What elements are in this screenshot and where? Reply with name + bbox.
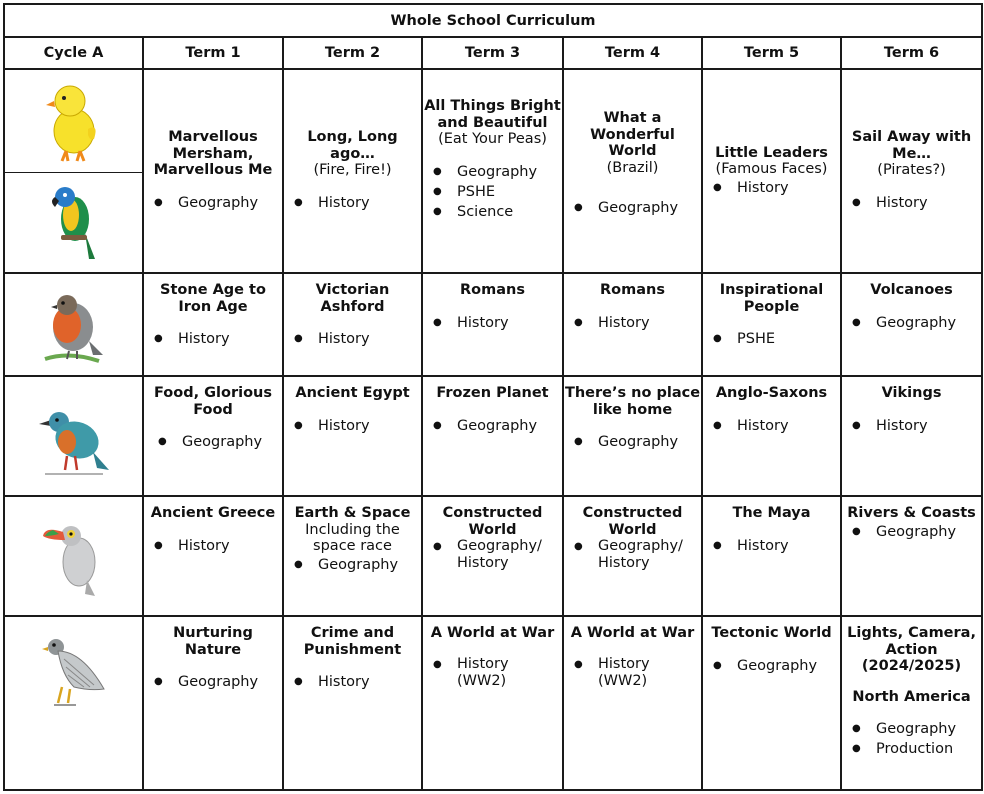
subject-item: ● History: [284, 672, 421, 692]
toucan-icon: [39, 514, 109, 598]
table-row: [4, 376, 982, 496]
subject-list: [284, 672, 421, 692]
bird-cell: [4, 273, 143, 376]
subject-list: [703, 416, 840, 436]
duckling-icon: [44, 79, 104, 163]
subject-item: ● Geography: [144, 672, 282, 692]
subject-list: [564, 656, 701, 690]
topic-subtitle: North America: [852, 688, 971, 705]
topic-title: Tectonic World: [711, 625, 832, 641]
topic-title: A World at War: [570, 625, 695, 641]
header-term-3: Term 3: [422, 37, 563, 69]
bird-cell: [4, 616, 143, 790]
term-cell: [702, 273, 841, 376]
term-cell: [702, 496, 841, 616]
topic-title: Romans: [460, 282, 525, 298]
subject-item: ● Geography: [842, 719, 981, 739]
robin-icon: [39, 285, 109, 365]
subject-list: [842, 522, 981, 542]
subject-item: ● Geography/ History: [423, 538, 562, 572]
subject-list: [842, 416, 981, 436]
topic-subtitle: (Fire, Fire!): [313, 162, 392, 179]
subject-item: ● History: [842, 193, 981, 213]
term-cell: [702, 616, 841, 790]
subject-list: [703, 536, 840, 556]
term-cell: [283, 69, 422, 273]
term-cell: [563, 616, 702, 790]
topic-title: Long, Long ago…: [307, 129, 398, 162]
header-cycle: Cycle A: [4, 37, 143, 69]
topic-title: Constructed World: [582, 505, 683, 538]
subject-list: [144, 329, 282, 349]
topic-title: The Maya: [732, 505, 811, 521]
header-term-2: Term 2: [283, 37, 422, 69]
topic-title: There’s no place like home: [564, 385, 701, 418]
subject-list: [423, 538, 562, 572]
topic-title: Nurturing Nature: [173, 625, 253, 658]
subject-list: [144, 432, 282, 452]
topic-title: Romans: [600, 282, 665, 298]
topic-title: A World at War: [430, 625, 555, 641]
subject-list: [703, 329, 840, 349]
topic-title: Constructed World: [442, 505, 543, 538]
header-term-6: Term 6: [841, 37, 982, 69]
term-cell: [283, 376, 422, 496]
subject-list: [564, 313, 701, 333]
topic-title: Little Leaders: [715, 144, 828, 161]
header-row: [4, 37, 982, 69]
topic-subtitle: Including the space race: [305, 521, 400, 554]
subject-item: ● Geography: [703, 656, 840, 676]
topic-title: Ancient Egypt: [295, 385, 410, 401]
term-cell: [283, 273, 422, 376]
subject-list: [423, 656, 562, 690]
table-row: [4, 496, 982, 616]
topic-title: Victorian Ashford: [315, 282, 390, 315]
bird-cell: [4, 496, 143, 616]
topic-subtitle: (Pirates?): [877, 162, 946, 179]
topic-subtitle: (Brazil): [606, 159, 659, 176]
term-cell: [283, 496, 422, 616]
topic-title: All Things Bright and Beautiful: [424, 98, 561, 131]
subject-list: [564, 538, 701, 572]
header-term-1: Term 1: [143, 37, 283, 69]
subject-item: ● History: [423, 313, 562, 333]
table-title: Whole School Curriculum: [4, 4, 982, 37]
term-cell: [563, 273, 702, 376]
subject-item: ● Science: [423, 202, 562, 222]
subject-item: ● PSHE: [703, 329, 840, 349]
subject-item: ● Geography/ History: [564, 538, 701, 572]
subject-list: [703, 656, 840, 676]
term-cell: [422, 496, 563, 616]
topic-subtitle: (Eat Your Peas): [438, 131, 547, 147]
subject-list: [564, 432, 701, 452]
subject-list: [423, 313, 562, 333]
subject-item: ● History: [284, 329, 421, 349]
subject-item: ● History: [284, 193, 421, 213]
topic-title: Volcanoes: [870, 282, 953, 298]
term-cell: [702, 69, 841, 273]
subject-list: [284, 329, 421, 349]
subject-item: ● History: [144, 329, 282, 349]
term-cell: [841, 496, 982, 616]
bird-cell: [4, 376, 143, 496]
subject-list: [144, 193, 282, 213]
header-term-5: Term 5: [702, 37, 841, 69]
curriculum-table: [3, 3, 983, 791]
term-cell: [563, 69, 702, 273]
subject-list: [842, 193, 981, 213]
term-cell: [143, 616, 283, 790]
topic-subtitle: (Famous Faces): [715, 161, 828, 177]
subject-list: [144, 672, 282, 692]
subject-list: [703, 178, 840, 198]
term-cell: [841, 273, 982, 376]
subject-item: ● History (WW2): [564, 656, 701, 690]
subject-item: ● Geography: [564, 432, 701, 452]
term-cell: [702, 376, 841, 496]
subject-item: ● Production: [842, 739, 981, 759]
subject-item: ● Geography: [284, 555, 421, 575]
subject-list: [284, 555, 421, 575]
term-cell: [143, 376, 283, 496]
topic-title: Marvellous Mersham, Marvellous Me: [153, 129, 273, 179]
term-cell: [422, 273, 563, 376]
subject-list: [564, 198, 701, 218]
subject-list: [144, 536, 282, 556]
bird-cell: [4, 69, 143, 273]
subject-list: [842, 719, 981, 759]
subject-list: [284, 416, 421, 436]
term-cell: [143, 496, 283, 616]
term-cell: [563, 376, 702, 496]
subject-list: [423, 416, 562, 436]
parrot-icon: [45, 183, 103, 263]
term-cell: [841, 616, 982, 790]
subject-item: ● History: [144, 536, 282, 556]
topic-title: Frozen Planet: [436, 385, 549, 401]
term-cell: [422, 376, 563, 496]
table-row: [4, 273, 982, 376]
topic-title: Food, Glorious Food: [153, 385, 273, 418]
topic-title: Crime and Punishment: [303, 625, 402, 658]
subject-item: ● History: [703, 536, 840, 556]
header-term-4: Term 4: [563, 37, 702, 69]
table-row: [4, 69, 982, 273]
term-cell: [283, 616, 422, 790]
subject-item: ● History: [564, 313, 701, 333]
term-cell: [422, 69, 563, 273]
term-cell: [841, 376, 982, 496]
subject-item: ● Geography: [842, 522, 981, 542]
subject-item: ● History: [284, 416, 421, 436]
subject-list: [423, 162, 562, 222]
topic-title: Lights, Camera, Action (2024/2025): [847, 625, 976, 674]
topic-title: Sail Away with Me…: [851, 129, 972, 162]
subject-item: ● Geography: [148, 432, 282, 452]
topic-title: Rivers & Coasts: [847, 505, 976, 521]
topic-title: Inspirational People: [719, 282, 824, 315]
subject-item: ● History: [842, 416, 981, 436]
topic-title: Vikings: [881, 385, 942, 401]
subject-item: ● Geography: [423, 162, 562, 182]
topic-title: Stone Age to Iron Age: [160, 282, 266, 315]
topic-title: Anglo-Saxons: [715, 385, 828, 401]
subject-item: ● Geography: [144, 193, 282, 213]
falcon-icon: [38, 629, 110, 713]
term-cell: [143, 69, 283, 273]
subject-item: ● Geography: [423, 416, 562, 436]
term-cell: [563, 496, 702, 616]
topic-title: What a Wonderful World: [590, 110, 675, 159]
kingfisher-icon: [37, 394, 111, 478]
topic-title: Earth & Space: [294, 505, 411, 521]
topic-title: Ancient Greece: [150, 505, 276, 521]
subject-list: [284, 193, 421, 213]
table-row: [4, 616, 982, 790]
subject-item: ● History: [703, 416, 840, 436]
term-cell: [841, 69, 982, 273]
subject-item: ● History: [703, 178, 840, 198]
term-cell: [143, 273, 283, 376]
term-cell: [422, 616, 563, 790]
subject-item: ● Geography: [842, 313, 981, 333]
subject-item: ● Geography: [564, 198, 701, 218]
subject-item: ● History (WW2): [423, 656, 562, 690]
subject-list: [842, 313, 981, 333]
subject-item: ● PSHE: [423, 182, 562, 202]
